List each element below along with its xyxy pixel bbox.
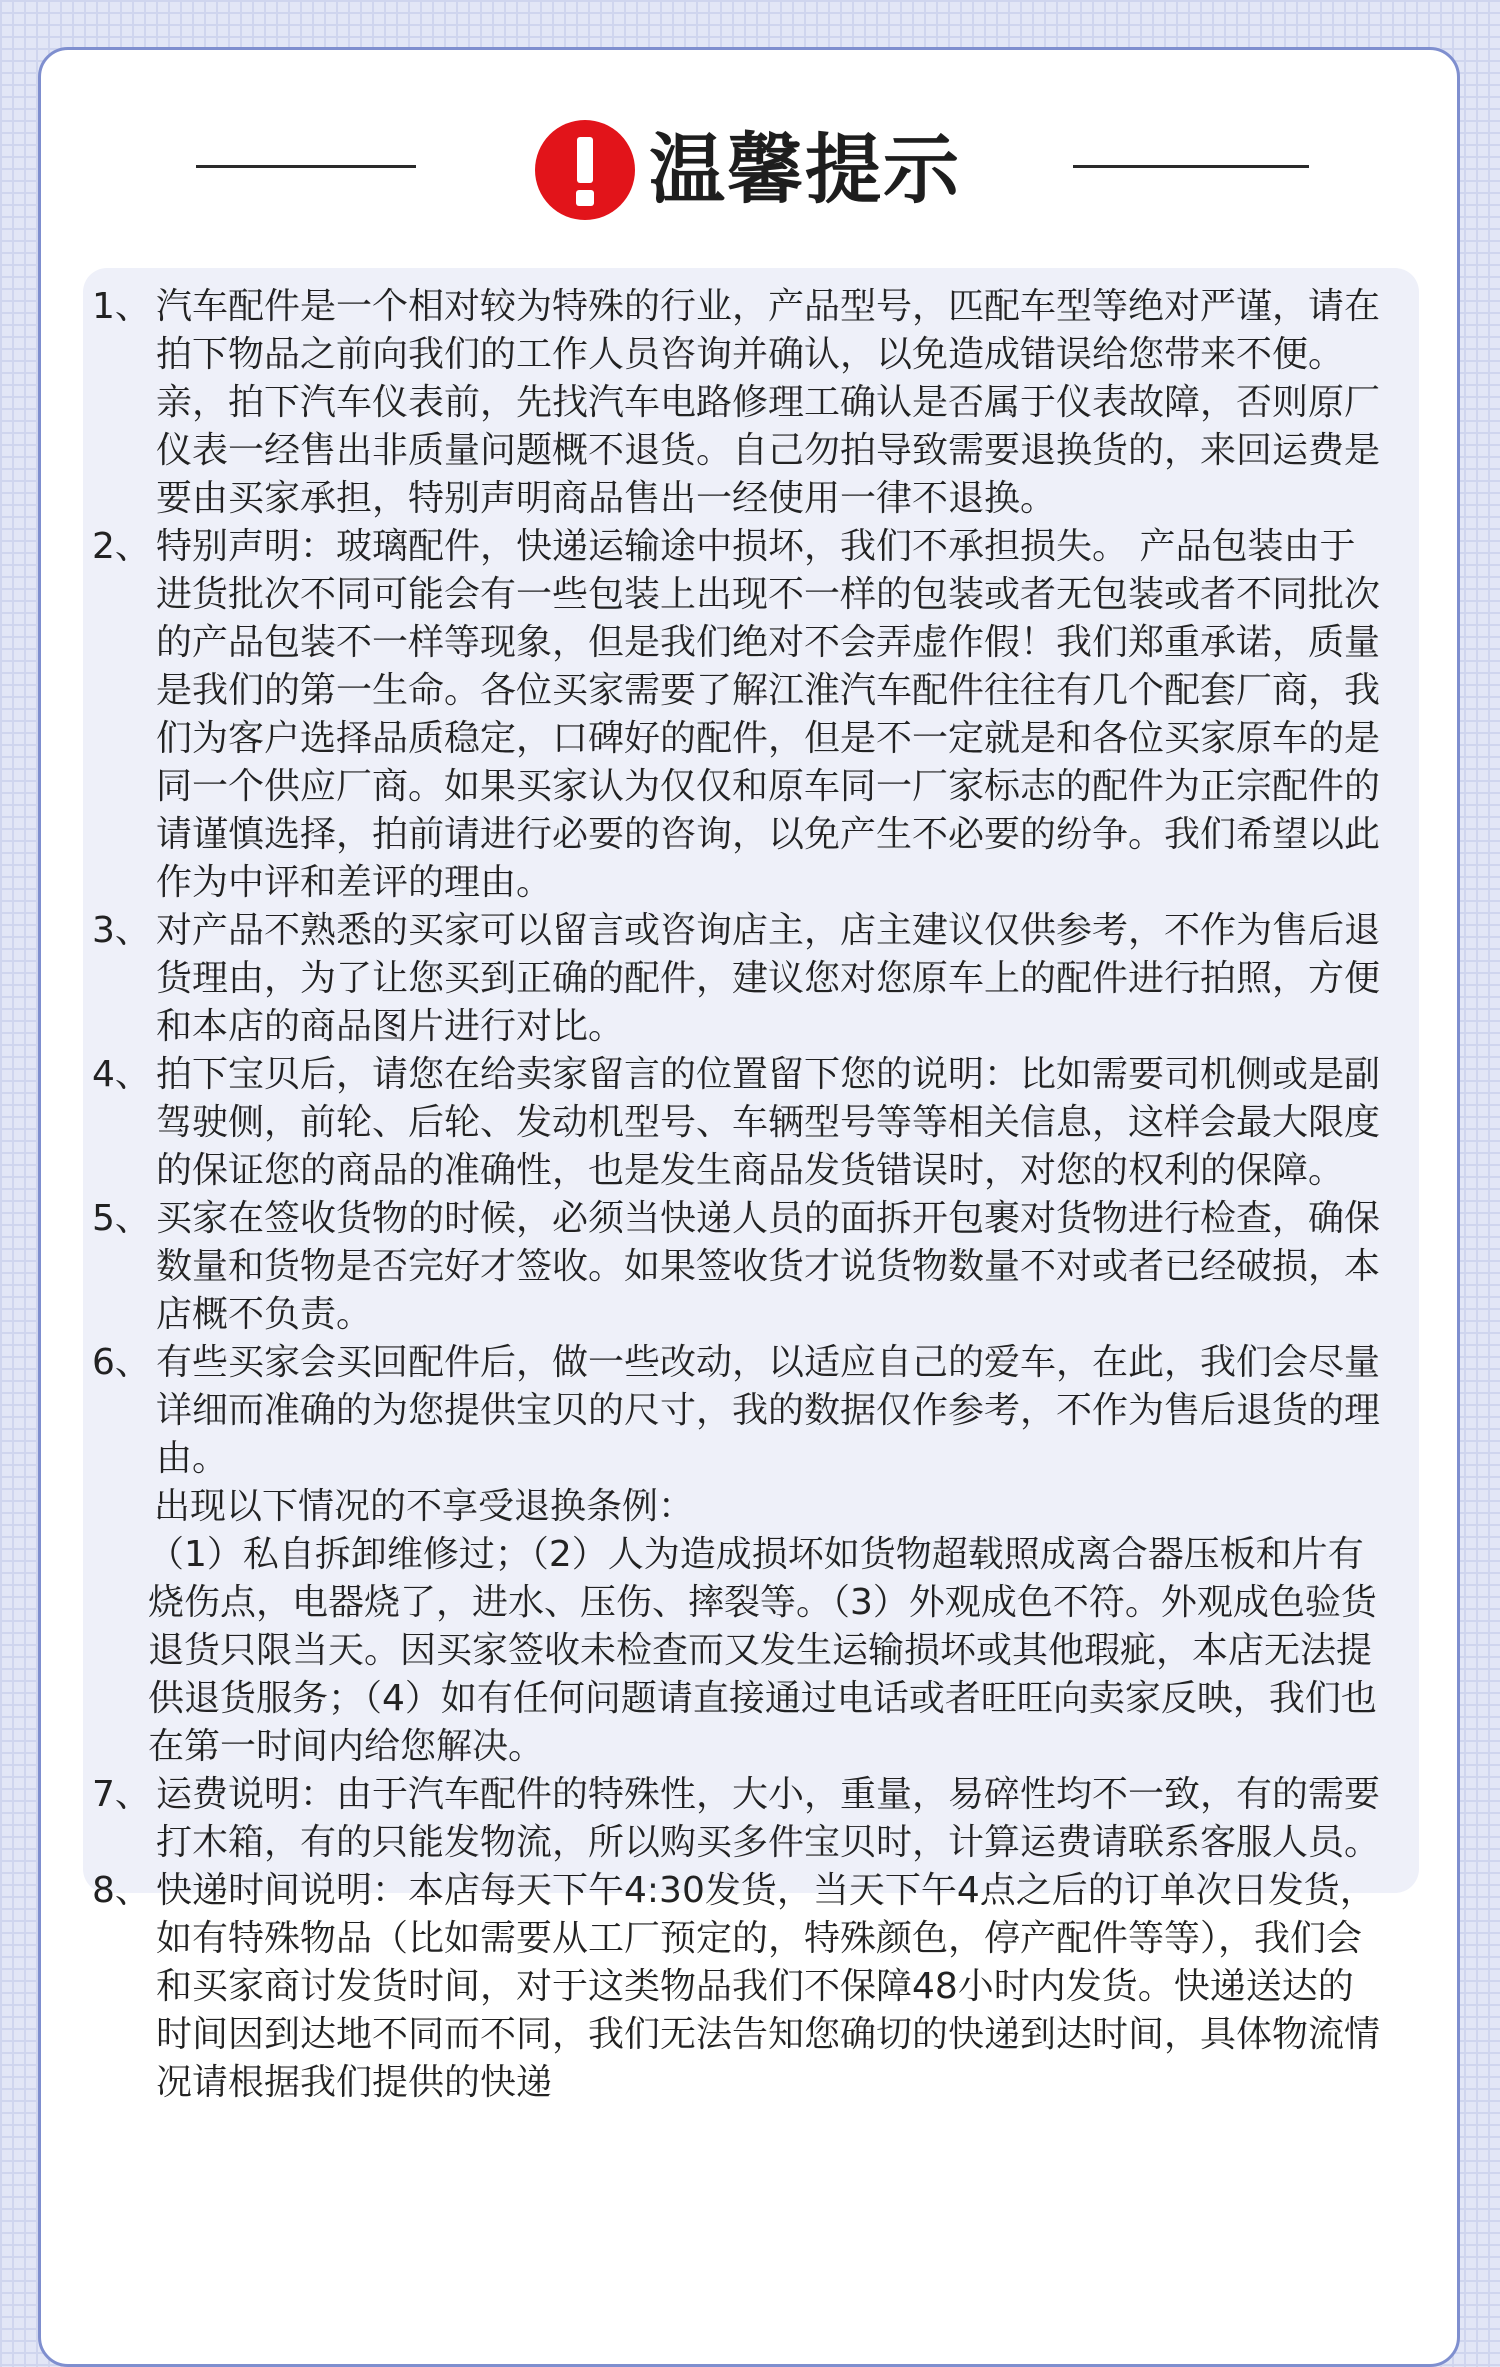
item-text: 对产品不熟悉的买家可以留言或咨询店主，店主建议仅供参考，不作为售后退货理由，为了让您买到正确的配件，建议您对您原车上的配件进行拍照，方便和本店的商品图片进行对比。 [156,910,1381,1047]
notice-item-1 [92,283,1382,523]
notice-item-2 [92,523,1382,907]
notice-header [41,50,1457,250]
header-rule-right [1073,165,1309,168]
item-number: 6、 [92,1342,151,1383]
item-text: 运费说明：由于汽车配件的特殊性，大小，重量，易碎性均不一致，有的需要打木箱，有的只能发物流，所以购买多件宝贝时，计算运费请联系客服人员。 [156,1774,1381,1863]
exclamation-bar [577,137,593,183]
item-number: 2、 [92,526,151,567]
item-text: 快递时间说明：本店每天下午4:30发货，当天下午4点之后的订单次日发货，如有特殊物品（比如需要从工厂预定的，特殊颜色，停产配件等等），我们会和买家商讨发货时间，对于这类物品我们不保障48小时内发货。快递送达的时间因到达地不同而不同，我们无法告知您确切的快递到达时间，具体物流情况请根据我们提供的快递 [156,1870,1381,2103]
notice-item-3 [92,907,1382,1051]
item-number: 5、 [92,1198,151,1239]
item-text: 有些买家会买回配件后，做一些改动，以适应自己的爱车，在此，我们会尽量详细而准确的为您提供宝贝的尺寸，我的数据仅作参考，不作为售后退货的理由。 [156,1342,1381,1479]
exclamation-circle-icon [535,120,635,220]
notice-item-7 [92,1771,1382,1867]
header-rule-left [196,165,416,168]
exclusions-heading: 出现以下情况的不享受退换条例： [154,1486,695,1527]
notice-item-8 [92,1867,1382,2107]
item-number: 4、 [92,1054,151,1095]
item-text: 买家在签收货物的时候，必须当快递人员的面拆开包裹对货物进行检查，确保数量和货物是否完好才签收。如果签收货才说货物数量不对或者已经破损，本店概不负责。 [156,1198,1381,1335]
notice-item-6 [92,1339,1382,1483]
notice-item-5 [92,1195,1382,1339]
item-number: 1、 [92,286,151,327]
notice-title: 温馨提示 [649,125,961,214]
item-text: 汽车配件是一个相对较为特殊的行业，产品型号，匹配车型等绝对严谨，请在拍下物品之前向我们的工作人员咨询并确认，以免造成错误给您带来不便。亲，拍下汽车仪表前，先找汽车电路修理工确认是否属于仪表故障，否则原厂仪表一经售出非质量问题概不退货。自己勿拍导致需要退换货的，来回运费是要由买家承担，特别声明商品售出一经使用一律不退换。 [156,286,1381,519]
item-number: 7、 [92,1774,151,1815]
item-number: 3、 [92,910,151,951]
item-text: 拍下宝贝后，请您在给卖家留言的位置留下您的说明：比如需要司机侧或是副驾驶侧，前轮、后轮、发动机型号、车辆型号等等相关信息，这样会最大限度的保证您的商品的准确性，也是发生商品发货错误时，对您的权利的保障。 [156,1054,1381,1191]
exclusions-text: （1）私自拆卸维修过；（2）人为造成损坏如货物超载照成离合器压板和片有烧伤点，电器烧了，进水、压伤、摔裂等。（3）外观成色不符。外观成色验货退货只限当天。因买家签收未检查而又发生运输损坏或其他瑕疵，本店无法提供退货服务；（4）如有任何问题请直接通过电话或者旺旺向卖家反映，我们也在第一时间内给您解决。 [148,1534,1377,1767]
notice-content [92,283,1382,2107]
exclamation-dot [576,190,594,206]
notice-item-4 [92,1051,1382,1195]
item-number: 8、 [92,1870,151,1911]
item-text: 特别声明：玻璃配件，快递运输途中损坏，我们不承担损失。 产品包装由于进货批次不同可能会有一些包装上出现不一样的包装或者无包装或者不同批次的产品包装不一样等现象，但是我们绝对不会弄虚作假！我们郑重承诺，质量是我们的第一生命。各位买家需要了解江淮汽车配件往往有几个配套厂商，我们为客户选择品质稳定，口碑好的配件，但是不一定就是和各位买家原车的是同一个供应厂商。如果买家认为仅仅和原车同一厂家标志的配件为正宗配件的请谨慎选择，拍前请进行必要的咨询，以免产生不必要的纷争。我们希望以此作为中评和差评的理由。 [156,526,1381,903]
